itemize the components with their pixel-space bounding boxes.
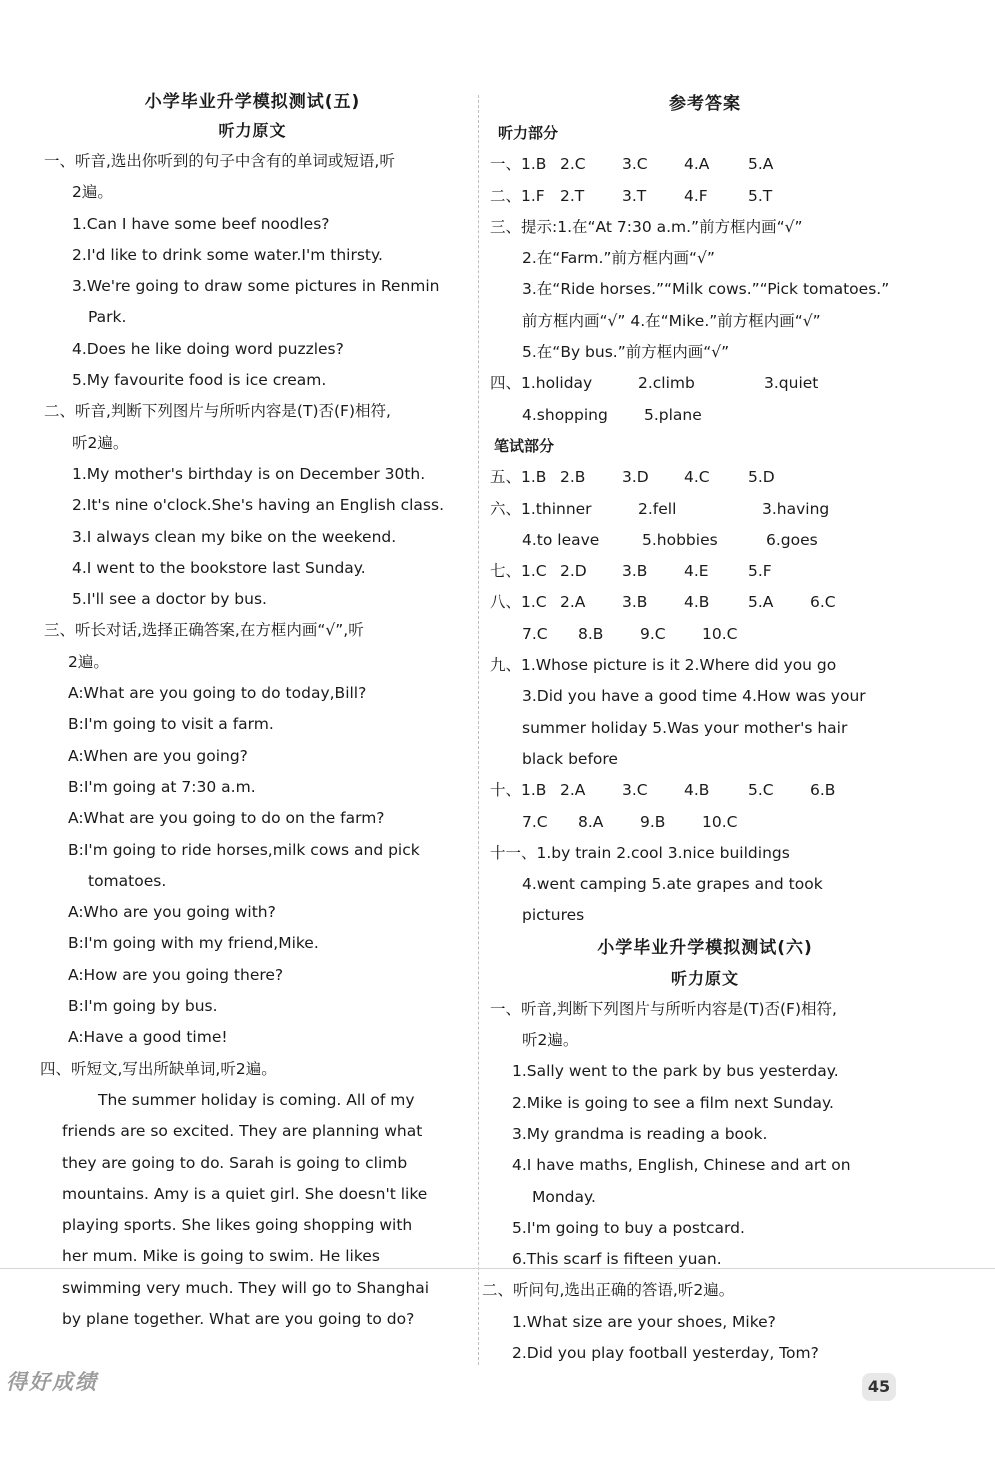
- dialogue-line: B:I'm going with my friend,Mike.: [68, 934, 319, 953]
- answer-item: 4.C: [684, 468, 710, 487]
- answer-item: 4.B: [684, 781, 710, 800]
- dialogue-line: A:How are you going there?: [68, 965, 284, 984]
- section-3-instruction: 三、听长对话,选择正确答案,在方框内画“√”,听: [44, 621, 364, 640]
- answer-row-9-3: summer holiday 5.Was your mother's hair: [522, 718, 848, 737]
- dialogue-line: tomatoes.: [88, 871, 167, 890]
- answer-item: 十、1.B: [490, 781, 547, 800]
- answer-item: 4.to leave: [522, 530, 600, 549]
- answer-row-3-2: 2.在“Farm.”前方框内画“√”: [522, 249, 715, 268]
- answer-item: 一、1.B: [490, 155, 547, 174]
- answer-row-6-2: [490, 525, 920, 556]
- passage-line: friends are so excited. They are planning what: [62, 1122, 423, 1141]
- publisher-logo-text: 得好成绩: [6, 1369, 98, 1394]
- section-3-instruction-cont: 2遍。: [68, 652, 109, 671]
- answer-item: 7.C: [522, 812, 548, 831]
- passage-line: they are going to do. Sarah is going to climb: [62, 1153, 408, 1172]
- answer-item: 5.F: [748, 562, 772, 581]
- answer-row-3-5: 5.在“By bus.”前方框内画“√”: [522, 343, 730, 362]
- section-1-instruction-cont: 2遍。: [72, 183, 113, 202]
- writing-part-heading: 笔试部分: [494, 436, 555, 455]
- answer-item: 3.C: [622, 155, 648, 174]
- script-line: 6.This scarf is fifteen yuan.: [512, 1250, 722, 1269]
- column-divider: [478, 95, 479, 1365]
- answer-row-3-4: 前方框内画“√” 4.在“Mike.”前方框内画“√”: [522, 311, 821, 330]
- script-line: 1.Sally went to the park by bus yesterday.: [512, 1062, 839, 1081]
- script-line: 1.Can I have some beef noodles?: [72, 214, 330, 233]
- passage-line: by plane together. What are you going to do?: [62, 1309, 415, 1328]
- answer-item: 四、1.holiday: [490, 374, 593, 393]
- passage-line: mountains. Amy is a quiet girl. She doesn't like: [62, 1184, 428, 1203]
- answer-item: 4.A: [684, 155, 710, 174]
- script-line: 2.Did you play football yesterday, Tom?: [512, 1343, 819, 1362]
- answer-row-9-2: 3.Did you have a good time 4.How was your: [522, 687, 866, 706]
- test5-listening-script-heading: 听力原文: [218, 121, 287, 140]
- script-line: 3.My grandma is reading a book.: [512, 1124, 768, 1143]
- answer-item: 4.shopping: [522, 405, 608, 424]
- answer-row-1: [490, 149, 920, 180]
- answer-item: 5.T: [748, 186, 773, 205]
- test6-section-1-instruction-cont: 听2遍。: [522, 1031, 579, 1050]
- test6-section-1-instruction: 一、听音,判断下列图片与所听内容是(T)否(F)相符,: [490, 999, 837, 1018]
- answer-item: 8.B: [578, 624, 604, 643]
- script-line: 2.I'd like to drink some water.I'm thirsty.: [72, 245, 383, 264]
- answer-item: 七、1.C: [490, 562, 547, 581]
- script-line: 1.What size are your shoes, Mike?: [512, 1312, 776, 1331]
- answer-item: 5.A: [748, 593, 774, 612]
- dialogue-line: A:What are you going to do on the farm?: [68, 809, 385, 828]
- script-line: 5.My favourite food is ice cream.: [72, 371, 327, 390]
- answer-item: 3.quiet: [764, 374, 819, 393]
- answer-row-8: [490, 587, 920, 618]
- answer-row-4: [490, 368, 920, 399]
- left-column: [40, 88, 465, 1335]
- test6-title: 小学毕业升学模拟测试(六): [597, 937, 813, 958]
- answer-item: 5.hobbies: [642, 530, 718, 549]
- answer-item: 5.C: [748, 781, 774, 800]
- answer-row-9: 九、1.Whose picture is it 2.Where did you go: [490, 656, 837, 675]
- answer-item: 4.E: [684, 562, 709, 581]
- dialogue-line: A:Have a good time!: [68, 1028, 228, 1047]
- section-2-instruction-cont: 听2遍。: [72, 433, 129, 452]
- answer-item: 3.B: [622, 593, 648, 612]
- answer-item: 6.goes: [766, 530, 818, 549]
- answer-item: 7.C: [522, 624, 548, 643]
- answer-item: 2.climb: [638, 374, 695, 393]
- answer-row-3: 三、提示:1.在“At 7:30 a.m.”前方框内画“√”: [490, 217, 803, 236]
- script-line: 3.We're going to draw some pictures in Renmin: [72, 277, 440, 296]
- script-line: Monday.: [532, 1187, 596, 1206]
- answer-item: 2.A: [560, 781, 586, 800]
- dialogue-line: A:Who are you going with?: [68, 903, 276, 922]
- answer-item: 五、1.B: [490, 468, 547, 487]
- dialogue-line: B:I'm going at 7:30 a.m.: [68, 777, 256, 796]
- answer-item: 2.T: [560, 186, 585, 205]
- answer-row-10-2: [490, 807, 920, 838]
- dialogue-line: B:I'm going by bus.: [68, 997, 218, 1016]
- answer-item: 2.D: [560, 562, 587, 581]
- answer-row-11-3: pictures: [522, 906, 585, 925]
- answer-row-3-3: 3.在“Ride horses.”“Milk cows.”“Pick tomatoes.”: [522, 280, 890, 299]
- script-line: 4.I went to the bookstore last Sunday.: [72, 558, 366, 577]
- answer-item: 5.plane: [644, 405, 702, 424]
- answer-item: 4.B: [684, 593, 710, 612]
- answer-row-9-4: black before: [522, 749, 618, 768]
- answer-item: 3.having: [762, 499, 830, 518]
- answer-row-7: [490, 556, 920, 587]
- answer-item: 6.C: [810, 593, 836, 612]
- answer-item: 3.D: [622, 468, 649, 487]
- test6-listening-script-heading: 听力原文: [670, 968, 739, 988]
- answer-item: 八、1.C: [490, 593, 547, 612]
- script-line: Park.: [88, 308, 127, 327]
- passage-line: The summer holiday is coming. All of my: [98, 1090, 415, 1109]
- passage-line: her mum. Mike is going to swim. He likes: [62, 1247, 380, 1266]
- answer-item: 8.A: [578, 812, 604, 831]
- answer-item: 3.C: [622, 781, 648, 800]
- page-number: 45: [862, 1373, 896, 1401]
- answer-item: 二、1.F: [490, 186, 545, 205]
- answer-item: 6.B: [810, 781, 836, 800]
- script-line: 4.Does he like doing word puzzles?: [72, 339, 344, 358]
- section-1-instruction: 一、听音,选出你听到的句子中含有的单词或短语,听: [44, 152, 395, 170]
- answer-row-5: [490, 462, 920, 493]
- script-line: 2.Mike is going to see a film next Sunday.: [512, 1093, 834, 1112]
- answer-item: 10.C: [702, 812, 738, 831]
- dialogue-line: B:I'm going to ride horses,milk cows and pick: [68, 840, 420, 859]
- answer-item: 3.T: [622, 186, 647, 205]
- answer-item: 六、1.thinner: [490, 499, 592, 518]
- passage-line: swimming very much. They will go to Shanghai: [62, 1278, 430, 1297]
- answer-row-2: [490, 181, 920, 212]
- answer-item: 4.F: [684, 186, 708, 205]
- dialogue-line: A:What are you going to do today,Bill?: [68, 684, 367, 703]
- answer-item: 5.D: [748, 468, 775, 487]
- answer-key-title: 参考答案: [669, 94, 741, 114]
- test6-section-2-instruction: 二、听问句,选出正确的答语,听2遍。: [482, 1281, 735, 1300]
- answer-item: 2.B: [560, 468, 586, 487]
- answer-item: 2.fell: [638, 499, 677, 518]
- answer-row-6: [490, 494, 920, 525]
- answer-row-11-2: 4.went camping 5.ate grapes and took: [522, 875, 823, 894]
- script-line: 5.I'm going to buy a postcard.: [512, 1218, 745, 1237]
- answer-item: 2.A: [560, 593, 586, 612]
- right-column: [482, 90, 920, 1369]
- answer-row-11: 十一、1.by train 2.cool 3.nice buildings: [490, 843, 790, 862]
- answer-item: 3.B: [622, 562, 648, 581]
- answer-row-4-2: [490, 400, 920, 431]
- script-line: 5.I'll see a doctor by bus.: [72, 590, 267, 609]
- passage-line: playing sports. She likes going shopping with: [62, 1216, 413, 1235]
- script-line: 1.My mother's birthday is on December 30th.: [72, 464, 426, 483]
- answer-item: 9.C: [640, 624, 666, 643]
- answer-row-10: [490, 775, 920, 806]
- dialogue-line: B:I'm going to visit a farm.: [68, 715, 274, 734]
- dialogue-line: A:When are you going?: [68, 746, 248, 765]
- listening-part-heading: 听力部分: [498, 124, 559, 142]
- script-line: 3.I always clean my bike on the weekend.: [72, 527, 397, 546]
- script-line: 2.It's nine o'clock.She's having an English class.: [72, 496, 444, 515]
- answer-item: 2.C: [560, 155, 586, 174]
- answer-item: 9.B: [640, 812, 666, 831]
- test5-title: 小学毕业升学模拟测试(五): [144, 92, 361, 112]
- script-line: 4.I have maths, English, Chinese and art on: [512, 1156, 851, 1175]
- answer-row-8-2: [490, 619, 920, 650]
- section-4-instruction: 四、听短文,写出所缺单词,听2遍。: [40, 1059, 277, 1078]
- answer-item: 10.C: [702, 624, 738, 643]
- answer-item: 5.A: [748, 155, 774, 174]
- section-2-instruction: 二、听音,判断下列图片与所听内容是(T)否(F)相符,: [44, 402, 391, 421]
